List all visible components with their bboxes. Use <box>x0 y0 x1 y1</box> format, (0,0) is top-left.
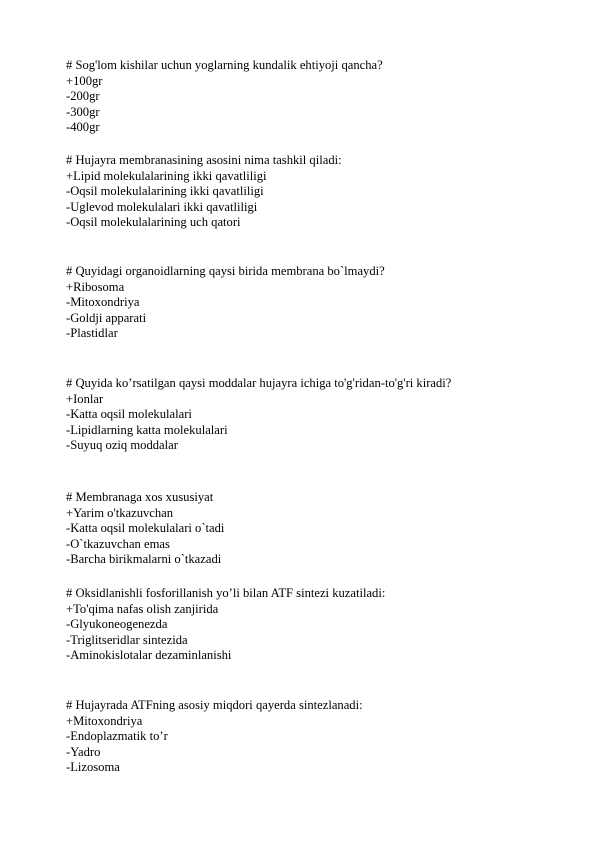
answer-option: +Lipid molekulalarining ikki qavatliligi <box>66 168 267 183</box>
question-text: # Quyidagi organoidlarning qaysi birida membrana bo`lmaydi? <box>66 264 385 278</box>
answer-option: -Lizosoma <box>66 760 120 775</box>
answer-option: -Mitoxondriya <box>66 295 140 310</box>
answer-option: -200gr <box>66 89 100 104</box>
question-text: # Sog'lom kishilar uchun yoglarning kundalik ehtiyoji qancha? <box>66 58 383 72</box>
question-text: # Hujayrada ATFning asosiy miqdori qayerda sintezlanadi: <box>66 698 363 712</box>
answer-option: -Katta oqsil molekulalari <box>66 407 192 422</box>
answer-option: -Aminokislotalar dezaminlanishi <box>66 648 232 663</box>
answer-option: -Oqsil molekulalarining ikki qavatliligi <box>66 184 264 199</box>
question-block-6 <box>66 586 385 664</box>
answer-option: +Mitoxondriya <box>66 713 143 728</box>
answer-option: -Glyukoneogenezda <box>66 617 168 632</box>
question-text: # Oksidlanishli fosforillanish yo’li bilan ATF sintezi kuzatiladi: <box>66 586 386 600</box>
question-block-3 <box>66 264 385 342</box>
question-block-4 <box>66 376 451 454</box>
answer-option: -Lipidlarning katta molekulalari <box>66 422 228 437</box>
question-text: # Membranaga xos xususiyat <box>66 490 214 504</box>
answer-option: -Yadro <box>66 744 101 759</box>
question-text: # Hujayra membranasining asosini nima tashkil qiladi: <box>66 153 342 167</box>
answer-option: -Endoplazmatik to’r <box>66 729 168 744</box>
answer-option: -300gr <box>66 104 100 119</box>
answer-option: -Katta oqsil molekulalari o`tadi <box>66 521 225 536</box>
question-block-5 <box>66 490 224 568</box>
answer-option: -Oqsil molekulalarining uch qatori <box>66 215 241 230</box>
answer-option: -Barcha birikmalarni o`tkazadi <box>66 552 222 567</box>
answer-option: -Plastidlar <box>66 326 118 341</box>
question-text: # Quyida ko’rsatilgan qaysi moddalar hujayra ichiga to'g'ridan-to'g'ri kiradi? <box>66 376 452 390</box>
answer-option: -Triglitseridlar sintezida <box>66 632 188 647</box>
answer-option: -Goldji apparati <box>66 310 147 325</box>
question-block-1 <box>66 58 383 136</box>
answer-option: -Suyuq oziq moddalar <box>66 438 178 453</box>
answer-option: +To'qima nafas olish zanjirida <box>66 601 219 616</box>
answer-option: +Ionlar <box>66 391 104 406</box>
answer-option: +Ribosoma <box>66 279 125 294</box>
answer-option: +100gr <box>66 73 103 88</box>
answer-option: -Uglevod molekulalari ikki qavatliligi <box>66 199 258 214</box>
answer-option: +Yarim o'tkazuvchan <box>66 505 174 520</box>
answer-option: -O`tkazuvchan emas <box>66 536 170 551</box>
question-block-2 <box>66 153 342 231</box>
question-block-7 <box>66 698 363 776</box>
answer-option: -400gr <box>66 120 100 135</box>
